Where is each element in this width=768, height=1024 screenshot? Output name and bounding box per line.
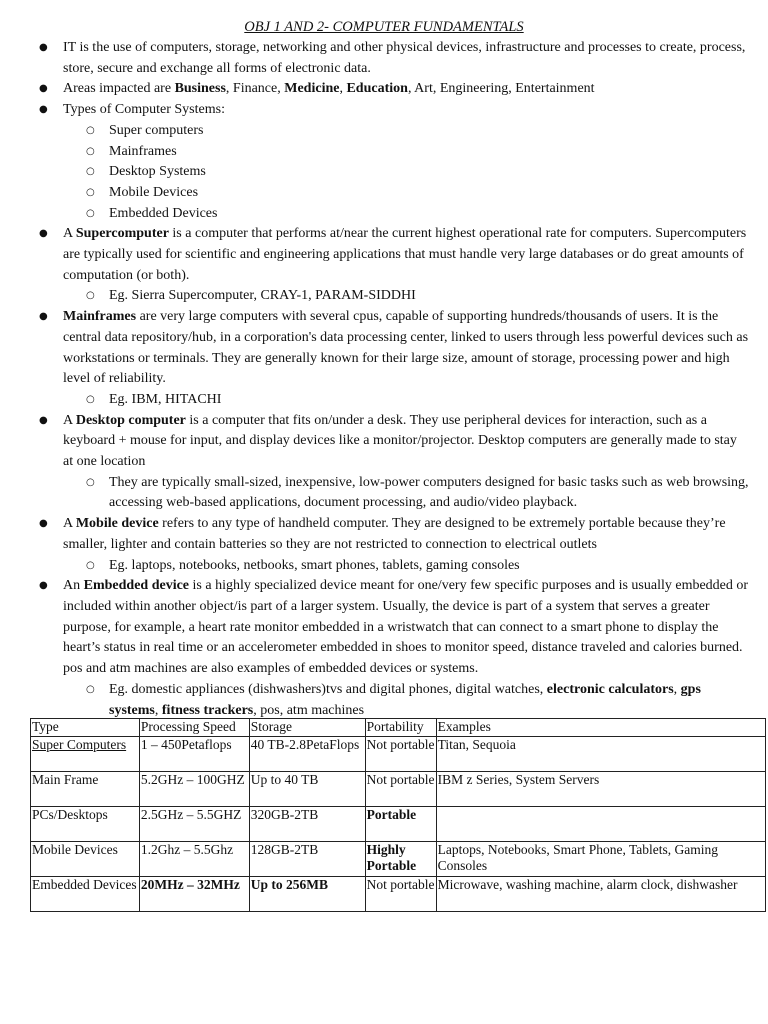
- table-header-cell: Processing Speed: [139, 719, 249, 737]
- comparison-table: [30, 718, 766, 912]
- table-row: [31, 806, 766, 841]
- bullet-embedded: [40, 576, 750, 721]
- table-row: [31, 736, 766, 771]
- embedded-text: is a highly specialized device meant for one/very few specific purposes and is usually embedded or included within another object/is part of a larger system. Usually, the device is part of a system that serves a greater purpose, for example, a heart rate monitor embedded in a wristwatch that can connect to a smart phone to display the heart’s status in real time or an accelerometer embedded in shoes to monitor speed, distance traveled and calories burned. pos and atm machines are also examples of embedded devices or systems.: [63, 578, 749, 677]
- table-cell: [365, 806, 436, 841]
- main-bullet-list: [40, 38, 750, 721]
- bullet-types-of-systems: [40, 100, 750, 224]
- bullet-supercomputer: [40, 224, 750, 307]
- embedded-ex-tail: , pos, atm machines: [253, 702, 365, 718]
- super-text: is a computer that performs at/near the current highest operational rate for computers. Supercomputers are typically used for scientific and engineering applications that must handle very large databases or do great amounts of computation (or both).: [63, 226, 747, 283]
- table-cell: Microwave, washing machine, alarm clock, dishwasher: [436, 876, 765, 911]
- table-cell: 2.5GHz – 5.5GHZ: [139, 806, 249, 841]
- table-row: [31, 876, 766, 911]
- table-cell: 128GB-2TB: [249, 841, 365, 876]
- super-term: Supercomputer: [75, 226, 169, 242]
- table-cell: Laptops, Notebooks, Smart Phone, Tablets, Gaming Consoles: [436, 841, 765, 876]
- mainframe-example: ○ Eg. IBM, HITACHI: [63, 390, 750, 411]
- embedded-ex-calculators: electronic calculators: [546, 681, 674, 697]
- mainframe-term: Mainframes: [63, 309, 137, 325]
- table-cell: PCs/Desktops: [31, 806, 140, 841]
- table-row: [31, 771, 766, 806]
- table-cell-text: 20MHz – 32MHz: [140, 876, 240, 892]
- types-heading: Types of Computer Systems:: [63, 102, 225, 118]
- table-cell-text: Up to 256MB: [250, 876, 329, 892]
- type-item: ○ Desktop Systems: [63, 162, 750, 183]
- bullet-areas-impacted: [40, 79, 750, 100]
- table-cell-text: Highly Portable: [366, 841, 417, 873]
- desktop-article: A: [63, 412, 76, 428]
- table-cell: Not portable: [365, 876, 436, 911]
- types-sublist: [63, 121, 750, 225]
- areas-sep1: , Finance,: [225, 81, 285, 97]
- mainframe-sublist: [63, 390, 750, 411]
- table-cell: 40 TB-2.8PetaFlops: [249, 736, 365, 771]
- table-cell: 1.2Ghz – 5.5Ghz: [139, 841, 249, 876]
- table-cell-text: Super Computers: [32, 736, 127, 752]
- table-cell: IBM z Series, System Servers: [436, 771, 765, 806]
- embedded-example: [63, 680, 750, 721]
- mobile-article: A: [63, 516, 76, 532]
- bullet-it-definition: [40, 38, 750, 79]
- table-cell: Up to 40 TB: [249, 771, 365, 806]
- embedded-term: Embedded device: [83, 578, 190, 594]
- areas-medicine: Medicine: [284, 81, 340, 97]
- mobile-term: Mobile device: [75, 516, 159, 532]
- desktop-term: Desktop computer: [75, 412, 186, 428]
- table-header-cell: Type: [31, 719, 140, 737]
- areas-education: Education: [346, 81, 408, 97]
- areas-lead: Areas impacted are: [63, 81, 175, 97]
- table-cell: [249, 876, 365, 911]
- desktop-sublist: [63, 473, 750, 514]
- type-item: ○ Mobile Devices: [63, 183, 750, 204]
- super-article: A: [63, 226, 76, 242]
- super-example: ○ Eg. Sierra Supercomputer, CRAY-1, PARAM-SIDDHI: [63, 286, 750, 307]
- mobile-sublist: [63, 556, 750, 577]
- table-header-cell: Storage: [249, 719, 365, 737]
- table-cell: [365, 841, 436, 876]
- embedded-ex-gps: gps systems: [109, 681, 701, 718]
- embedded-article: An: [63, 578, 84, 594]
- type-item: ○ Embedded Devices: [63, 204, 750, 225]
- embedded-ex-fitness: fitness trackers: [161, 702, 254, 718]
- bullet-mobile: [40, 514, 750, 576]
- areas-sep2: ,: [339, 81, 347, 97]
- mobile-text: refers to any type of handheld computer. They are designed to be extremely portable because they’re smaller, lighter and contain batteries so they are not restricted to connection to electrical outlets: [63, 516, 726, 552]
- desktop-example: ○ They are typically small-sized, inexpensive, low-power computers designed for basic tasks such as web browsing, accessing web-based applications, document processing, and audio/video playback.: [63, 473, 750, 514]
- table-header-cell: Examples: [436, 719, 765, 737]
- table-cell: 5.2GHz – 100GHZ: [139, 771, 249, 806]
- bullet-desktop: [40, 411, 750, 515]
- desktop-text: is a computer that fits on/under a desk. They use peripheral devices for interaction, such as a keyboard + mouse for input, and display devices like a monitor/projector. Desktop computers are generally made to stay at one location: [63, 412, 737, 470]
- table-cell: Titan, Sequoia: [436, 736, 765, 771]
- embedded-ex-lead: Eg. domestic appliances (dishwashers)tvs and digital phones, digital watches,: [109, 681, 547, 697]
- page-title: OBJ 1 AND 2- COMPUTER FUNDAMENTALS: [244, 19, 524, 35]
- mobile-example: ○ Eg. laptops, notebooks, netbooks, smart phones, tablets, gaming consoles: [63, 556, 750, 577]
- table-row: [31, 841, 766, 876]
- table-cell: [31, 736, 140, 771]
- areas-rest: , Art, Engineering, Entertainment: [407, 81, 595, 97]
- bullet-mainframe: [40, 307, 750, 411]
- table-cell: Mobile Devices: [31, 841, 140, 876]
- mainframe-text: are very large computers with several cpus, capable of supporting hundreds/thousands of users. It is the central data repository/hub, in a corporation's data processing center, linked to users through less powerful devices such as workstations or terminals. They are generally known for their large size, amount of storage, processing power and high level of reliability.: [63, 309, 749, 387]
- table-cell: [436, 806, 765, 841]
- table-cell: Main Frame: [31, 771, 140, 806]
- type-item: ○ Mainframes: [63, 142, 750, 163]
- table-cell: [139, 876, 249, 911]
- table-header-cell: Portability: [365, 719, 436, 737]
- table-cell: 320GB-2TB: [249, 806, 365, 841]
- embedded-sublist: [63, 680, 750, 721]
- table-cell-text: Portable: [366, 806, 417, 822]
- notes-body: [40, 38, 750, 721]
- table-cell: 1 – 450Petaflops: [139, 736, 249, 771]
- embedded-ex-sep1: ,: [673, 681, 681, 697]
- type-item: ○ Super computers: [63, 121, 750, 142]
- embedded-ex-sep2: ,: [154, 702, 162, 718]
- table-cell: Not portable: [365, 771, 436, 806]
- table-cell: Embedded Devices: [31, 876, 140, 911]
- table-cell: Not portable: [365, 736, 436, 771]
- areas-business: Business: [174, 81, 226, 97]
- it-definition-text: IT is the use of computers, storage, networking and other physical devices, infrastructure and processes to create, process, store, secure and exchange all forms of electronic data.: [63, 40, 746, 76]
- super-sublist: [63, 286, 750, 307]
- table-header-row: [31, 719, 766, 737]
